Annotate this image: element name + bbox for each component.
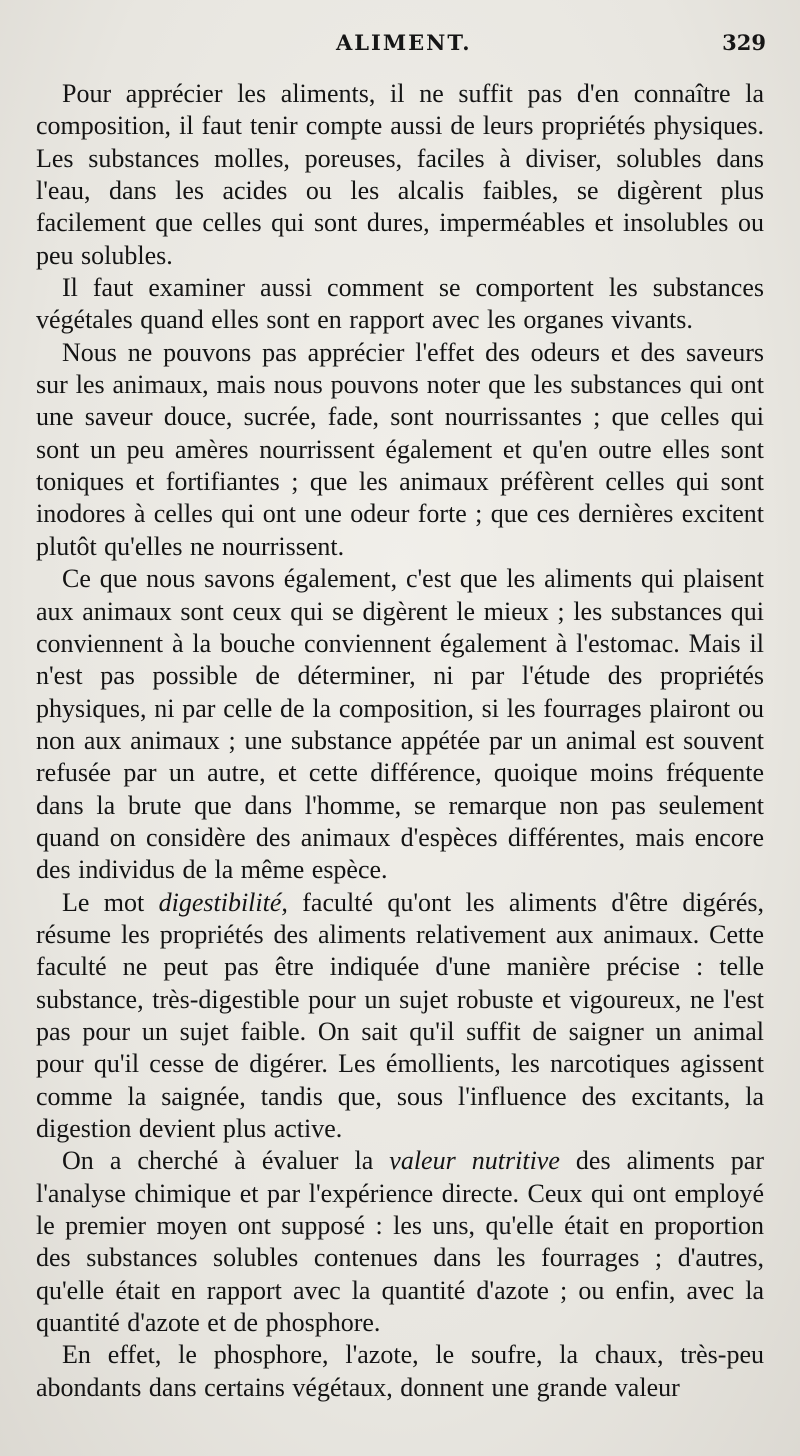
emphasized-term: digestibilité, bbox=[158, 887, 288, 917]
paragraph-text: En effet, le phosphore, l'azote, le soufre, la chaux, très-peu abondants dans certains végétaux, donnent une grande valeur bbox=[36, 1340, 764, 1402]
paragraph bbox=[36, 887, 764, 1146]
paragraph-text: Le mot bbox=[62, 887, 159, 917]
body-text bbox=[36, 78, 764, 1404]
paragraph-text: Il faut examiner aussi comment se comportent les substances végétales quand elles sont en rapport avec les organes vivants. bbox=[36, 273, 764, 335]
paragraph-text: Pour apprécier les aliments, il ne suffit pas d'en connaître la composition, il faut tenir compte aussi de leurs propriétés physiques. Les substances molles, poreuses, faciles à diviser, solubles dans l'eau, dans les acides ou les alcalis faibles, se digèrent plus facilement que celles qui sont dures, imperméables et insolubles ou peu solubles. bbox=[36, 79, 764, 270]
paragraph bbox=[36, 78, 764, 272]
emphasized-term: valeur nutritive bbox=[389, 1146, 560, 1176]
page-number: 329 bbox=[722, 30, 766, 55]
paragraph bbox=[36, 1145, 764, 1339]
page-header bbox=[36, 26, 766, 66]
running-title: ALIMENT. bbox=[336, 30, 472, 55]
paragraph bbox=[36, 272, 764, 337]
paragraph-text: Nous ne pouvons pas apprécier l'effet des odeurs et des saveurs sur les animaux, mais nous pouvons noter que les substances qui ont une saveur douce, sucrée, fade, sont nourrissantes ; que celles qui sont un peu amères nourrissent également et qu'en outre elles sont toniques et fortifiantes ; que les animaux préfèrent celles qui sont inodores à celles qui ont une odeur forte ; que ces dernières excitent plutôt qu'elles ne nourrissent. bbox=[36, 337, 764, 561]
paragraph bbox=[36, 1339, 764, 1404]
paragraph-text: des aliments par l'analyse chimique et par l'expérience directe. Ceux qui ont employé le premier moyen ont supposé : les uns, qu'elle était en proportion des substances solubles contenues dans les fourrages ; d'autres, qu'elle était en rapport avec la quantité d'azote ; ou enfin, avec la quantité d'azote et de phosphore. bbox=[36, 1146, 764, 1338]
paragraph-text: faculté qu'ont les aliments d'être digérés, résume les propriétés des aliments relativement aux animaux. Cette faculté ne peut pas être indiquée d'une manière précise : telle substance, très-digestible pour un sujet robuste et vigoureux, ne l'est pas pour un sujet faible. On sait qu'il suffit de saigner un animal pour qu'il cesse de digérer. Les émollients, les narcotiques agissent comme la saignée, tandis que, sous l'influence des excitants, la digestion devient plus active. bbox=[36, 887, 764, 1143]
paragraph-text: On a cherché à évaluer la bbox=[62, 1146, 390, 1176]
paragraph-text: Ce que nous savons également, c'est que les aliments qui plaisent aux animaux sont ceux qui se digèrent le mieux ; les substances qui conviennent à la bouche conviennent également à l'estomac. Mais il n'est pas possible de déterminer, ni par l'étude des propriétés physiques, ni par celle de la composition, si les fourrages plairont ou non aux animaux ; une substance appétée par un animal est souvent refusée par un autre, et cette différence, quoique moins fréquente dans la brute que dans l'homme, se remarque non pas seulement quand on considère des animaux d'espèces différentes, mais encore des individus de la même espèce. bbox=[36, 564, 764, 885]
paragraph bbox=[36, 563, 764, 886]
paragraph bbox=[36, 337, 764, 563]
